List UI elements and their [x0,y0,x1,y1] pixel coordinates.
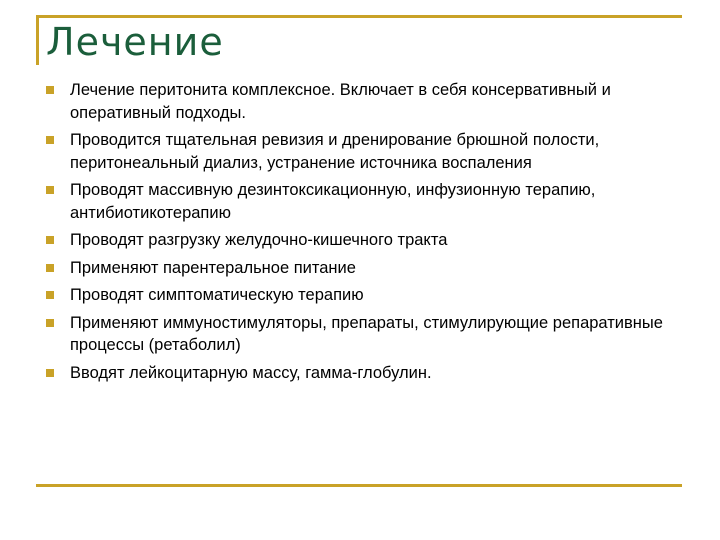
bullet-item [46,229,686,252]
square-bullet-icon [46,86,54,94]
bullet-text: Вводят лейкоцитарную массу, гамма-глобулин. [70,363,432,382]
bullet-text: Лечение перитонита комплексное. Включает в себя консервативный и оперативный подходы. [70,81,611,122]
square-bullet-icon [46,291,54,299]
square-bullet-icon [46,186,54,194]
bullet-text: Проводят симптоматическую терапию [70,286,364,304]
bullet-text: Проводят разгрузку желудочно-кишечного тракта [70,231,448,249]
bullet-item [46,312,686,357]
bullet-text: Применяют иммуностимуляторы, препараты, стимулирующие репаративные процессы (ретаболил) [70,313,663,354]
square-bullet-icon [46,136,54,144]
bullet-item [46,179,686,224]
square-bullet-icon [46,264,54,272]
bullet-item [46,129,686,174]
square-bullet-icon [46,319,54,327]
square-bullet-icon [46,369,54,377]
bullet-text: Проводят массивную дезинтоксикационную, инфузионную терапию, антибиотикотерапию [70,181,596,222]
bullet-list [46,79,686,389]
bullet-text: Применяют парентеральное питание [70,258,356,277]
square-bullet-icon [46,236,54,244]
bullet-item [46,257,686,280]
bullet-item [46,284,686,307]
top-rule [36,15,682,18]
bullet-item [46,362,686,385]
slide-title: Лечение [46,20,224,64]
bottom-rule [36,484,682,487]
left-rule [36,15,39,65]
bullet-text: Проводится тщательная ревизия и дренирование брюшной полости, перитонеальный диализ, устранение источника воспаления [70,131,600,172]
bullet-item [46,79,686,124]
